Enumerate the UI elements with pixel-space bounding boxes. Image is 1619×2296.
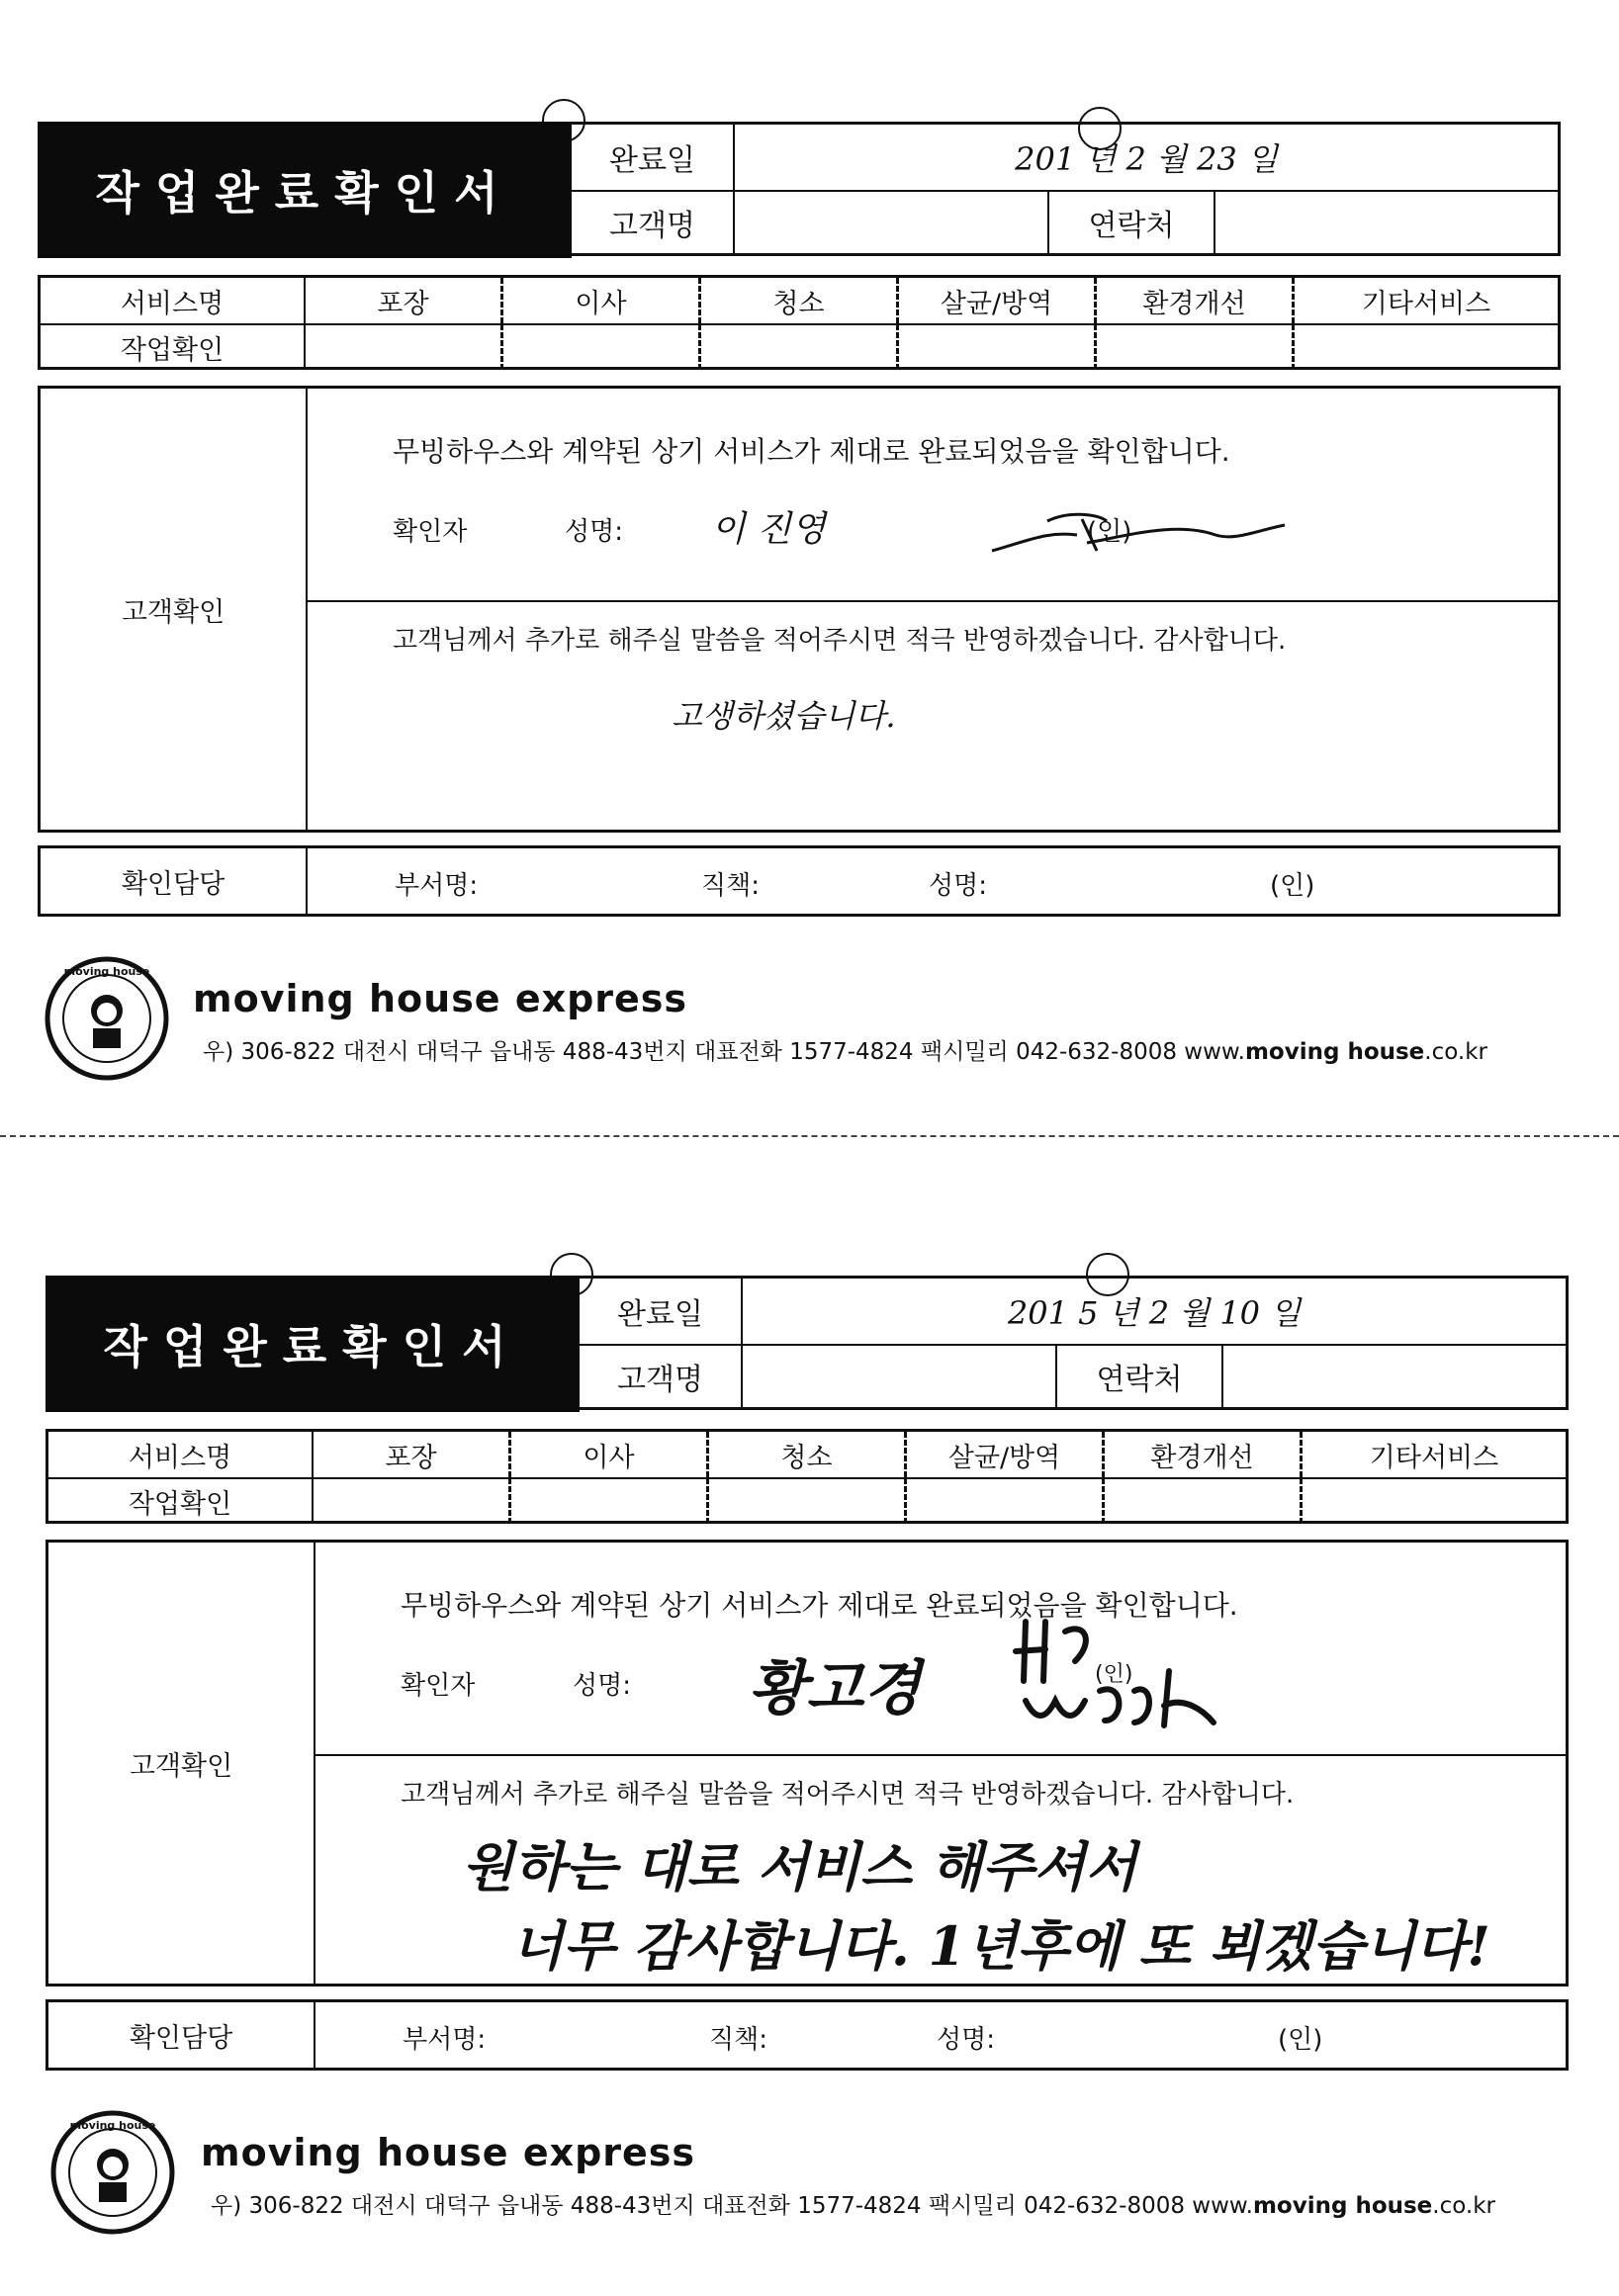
name-label: 성명:: [565, 517, 623, 547]
signer-name: 이 진영: [711, 509, 826, 550]
confirm-sentence: 무빙하우스와 계약된 상기 서비스가 제대로 완료되었음을 확인합니다.: [393, 435, 1230, 468]
completion-date-value: 201 5 년 2 월 10 일: [1007, 1294, 1302, 1332]
service-name-label: 서비스명: [48, 1432, 314, 1477]
seal-label: (인): [1095, 1662, 1133, 1687]
service-moving: 이사: [503, 278, 701, 323]
site-bold: moving house: [1244, 1039, 1425, 1065]
manager-label: 확인담당: [41, 848, 308, 914]
service-name-label: 서비스명: [41, 278, 306, 323]
customer-confirm-label: 고객확인: [41, 389, 308, 830]
comment-line: 너무 감사합니다. 1년후에 또 뵈겠습니다!: [511, 1914, 1490, 1978]
contact-value: [1223, 1344, 1566, 1409]
brand-name: moving house express: [201, 2131, 696, 2174]
dept-label: 부서명:: [403, 2025, 487, 2055]
contact-label: 연락처: [1057, 1344, 1223, 1409]
work-confirm-label: 작업확인: [41, 324, 306, 370]
contact-label: 연락처: [1049, 190, 1215, 255]
dept-label: 부서명:: [395, 871, 479, 901]
position-label: 직책:: [709, 2025, 767, 2055]
header-table: [580, 1276, 1569, 1410]
work-check-cell: [1097, 324, 1295, 370]
completion-date-value: 201 년 2 월 23 일: [1015, 140, 1278, 178]
work-check-cell: [306, 324, 503, 370]
customer-name-label: 고객명: [580, 1344, 743, 1409]
signature: [1006, 1612, 1233, 1740]
site-bold: moving house: [1252, 2193, 1433, 2219]
cut-line: [0, 1135, 1619, 1137]
work-check-cell: [907, 1478, 1105, 1524]
service-environment: 환경개선: [1097, 278, 1295, 323]
manager-section: [45, 1999, 1569, 2071]
company-address: [211, 2187, 1495, 2220]
address-text: 우) 306-822 대전시 대덕구 읍내동 488-43번지 대표전화 1577-4824 팩시밀리 042-632-8008 www.: [203, 1039, 1245, 1065]
service-other: 기타서비스: [1361, 288, 1491, 319]
service-moving: 이사: [511, 1432, 709, 1477]
company-address: [203, 1033, 1487, 1066]
comment-prompt: 고객님께서 추가로 해주실 말씀을 적어주시면 적극 반영하겠습니다. 감사합니다.: [393, 626, 1287, 656]
service-disinfection: 살균/방역: [899, 278, 1097, 323]
form-title: 작업완료확인서: [38, 122, 572, 258]
service-cleaning: 청소: [701, 278, 899, 323]
work-check-cell: [511, 1478, 709, 1524]
work-check-cell: [709, 1478, 907, 1524]
brand-name: moving house express: [193, 977, 688, 1020]
work-check-cell: [1295, 324, 1558, 370]
comment-line: 원하는 대로 서비스 해주셔서: [462, 1835, 1137, 1899]
signer-name: 황고경: [749, 1654, 921, 1723]
confirm-sentence: 무빙하우스와 계약된 상기 서비스가 제대로 완료되었음을 확인합니다.: [401, 1589, 1238, 1622]
customer-name-value: [735, 190, 1049, 255]
completion-date-label: 완료일: [580, 1279, 743, 1344]
work-check-cell: [899, 324, 1097, 370]
moving-house-logo: [49, 2109, 176, 2236]
site-tail: .co.kr: [1432, 2193, 1495, 2219]
confirmer-label: 확인자: [393, 517, 468, 547]
work-check-cell: [1303, 1478, 1566, 1524]
service-table: [38, 275, 1561, 370]
work-check-cell: [701, 324, 899, 370]
logo-text: moving house: [63, 965, 150, 978]
service-cleaning: 청소: [709, 1432, 907, 1477]
form-title: 작업완료확인서: [45, 1276, 580, 1412]
header-table: [572, 122, 1561, 256]
customer-confirm-label: 고객확인: [48, 1543, 315, 1984]
service-environment: 환경개선: [1105, 1432, 1303, 1477]
manager-seal-label: (인): [1278, 2025, 1323, 2055]
address-text: 우) 306-822 대전시 대덕구 읍내동 488-43번지 대표전화 1577-4824 팩시밀리 042-632-8008 www.: [211, 2193, 1253, 2219]
work-completion-form-2: [0, 1154, 1619, 2281]
customer-confirm-section: [38, 386, 1561, 833]
service-disinfection: 살균/방역: [907, 1432, 1105, 1477]
service-table: [45, 1429, 1569, 1524]
service-packing: 포장: [314, 1432, 511, 1477]
signature: [988, 491, 1314, 571]
manager-name-label: 성명:: [937, 2025, 995, 2055]
service-other: 기타서비스: [1369, 1442, 1499, 1473]
customer-confirm-section: [45, 1540, 1569, 1987]
manager-label: 확인담당: [48, 2002, 315, 2068]
comment-line: 고생하셨습니다.: [672, 697, 896, 735]
confirmer-label: 확인자: [401, 1671, 476, 1701]
name-label: 성명:: [573, 1671, 631, 1701]
comment-prompt: 고객님께서 추가로 해주실 말씀을 적어주시면 적극 반영하겠습니다. 감사합니다.: [401, 1780, 1295, 1810]
work-check-cell: [314, 1478, 511, 1524]
customer-name-label: 고객명: [572, 190, 735, 255]
site-tail: .co.kr: [1424, 1039, 1487, 1065]
moving-house-logo: [44, 955, 170, 1082]
work-completion-form-1: [0, 0, 1619, 1127]
manager-seal-label: (인): [1270, 871, 1315, 901]
seal-label: (인): [1087, 517, 1132, 547]
position-label: 직책:: [701, 871, 760, 901]
work-check-cell: [1105, 1478, 1303, 1524]
manager-name-label: 성명:: [929, 871, 987, 901]
service-packing: 포장: [306, 278, 503, 323]
manager-section: [38, 845, 1561, 917]
logo-text: moving house: [69, 2119, 156, 2132]
work-confirm-label: 작업확인: [48, 1478, 314, 1524]
completion-date-label: 완료일: [572, 125, 735, 190]
customer-name-value: [743, 1344, 1057, 1409]
contact-value: [1215, 190, 1558, 255]
work-check-cell: [503, 324, 701, 370]
